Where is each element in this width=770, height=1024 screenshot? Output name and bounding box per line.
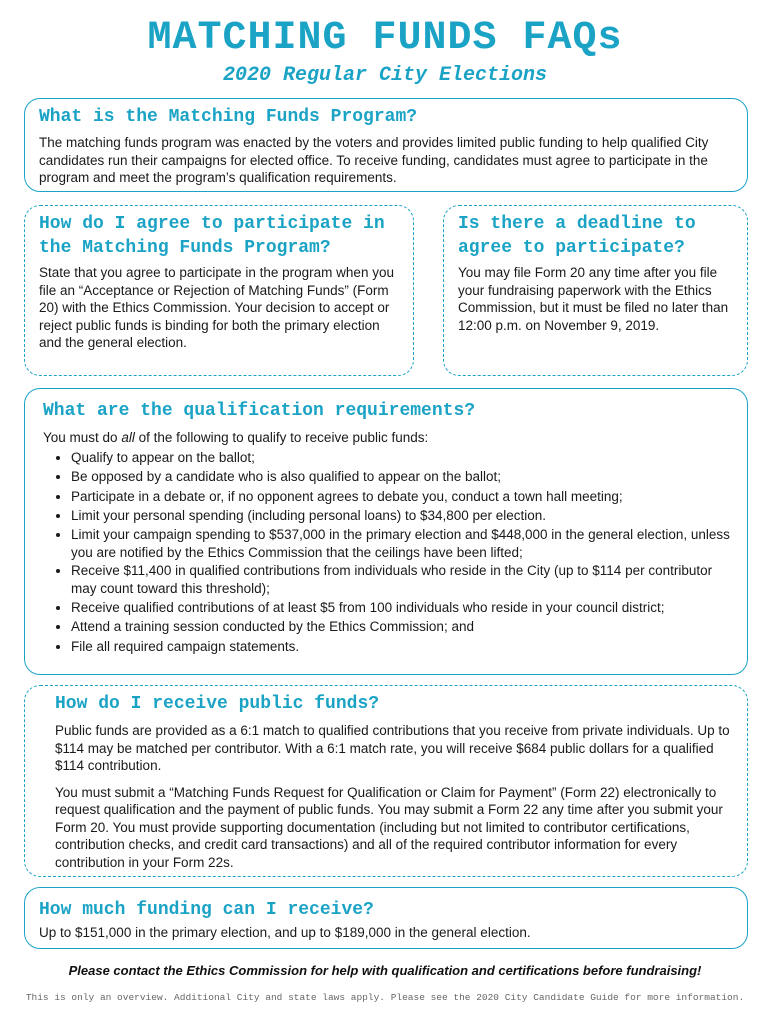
- list-item: • File all required campaign statements.: [71, 637, 739, 657]
- list-item: • Receive $11,400 in qualified contributions from individuals who reside in the City (up to $114 per contributor may count toward this threshold);: [71, 562, 739, 598]
- section-deadline: [443, 205, 748, 376]
- section-heading: What are the qualification requirements?: [43, 401, 476, 421]
- intro-emphasis: all: [121, 430, 135, 445]
- section-body: You may file Form 20 any time after you file your fundraising paperwork with the Ethics Commission, but it must be filed no later than 12:00 p.m. on November 9, 2019.: [458, 265, 729, 333]
- requirements-list: [43, 448, 739, 657]
- requirements-intro: [43, 429, 739, 447]
- section-body: State that you agree to participate in the program when you file an “Acceptance or Rejection of Matching Funds” (Form 20) with the Ethics Commission. Your decision to accept or reject public funds is binding for both the primary election and the general election.: [39, 265, 394, 350]
- list-item: • Limit your campaign spending to $537,000 in the primary election and $448,000 in the general election, unless you are notified by the Ethics Commission that the ceilings have been lifted;: [71, 526, 739, 562]
- section-receive-public-funds: [24, 685, 748, 877]
- section-what-is-program: [24, 98, 748, 192]
- section-heading-line1: Is there a deadline to: [458, 214, 696, 234]
- list-item: • Participate in a debate or, if no opponent agrees to debate you, conduct a town hall meeting;: [71, 487, 739, 507]
- section-paragraph-1: Public funds are provided as a 6:1 match to qualified contributions that you receive from private individuals. Up to $114 may be matched per contributor. With a 6:1 match rate, you will receive $684 public dollars for a qualified $114 contribution.: [55, 723, 730, 773]
- list-item: • Limit your personal spending (including personal loans) to $34,800 per election.: [71, 506, 739, 526]
- section-funding-amount: [24, 887, 748, 949]
- section-body: Up to $151,000 in the primary election, and up to $189,000 in the general election.: [39, 925, 531, 940]
- section-how-to-agree: [24, 205, 414, 376]
- section-body: The matching funds program was enacted by the voters and provides limited public funding to help qualified City candidates run their campaigns for elected office. To receive funding, candidates must agree to participate in the program and meet the program’s qualification requirements.: [39, 135, 709, 185]
- section-paragraph-2: You must submit a “Matching Funds Request for Qualification or Claim for Payment” (Form 22) electronically to request qualification and the payment of public funds. You may submit a Form 22 any time after you submit your Form 20. You must provide supporting documentation (including but not limited to contributor certifications, contribution checks, and credit card transactions) and all of the required contributor information for every contribution in your Form 22s.: [55, 784, 723, 870]
- list-item: • Receive qualified contributions of at least $5 from 100 individuals who reside in your council district;: [71, 598, 739, 618]
- section-qualification-requirements: [24, 388, 748, 675]
- page-subtitle: 2020 Regular City Elections: [222, 64, 548, 87]
- list-item: • Qualify to appear on the ballot;: [71, 448, 739, 468]
- intro-before: You must do: [43, 430, 122, 445]
- contact-note: Please contact the Ethics Commission for help with qualification and certifications before fundraising!: [68, 963, 702, 978]
- section-heading-line2: agree to participate?: [458, 238, 685, 258]
- list-item: • Attend a training session conducted by the Ethics Commission; and: [71, 617, 739, 637]
- section-heading: How much funding can I receive?: [39, 900, 374, 920]
- section-heading: What is the Matching Funds Program?: [39, 107, 418, 127]
- footer-disclaimer: This is only an overview. Additional City and state laws apply. Please see the 2020 City Candidate Guide for more information.: [25, 992, 745, 1003]
- list-item: • Be opposed by a candidate who is also qualified to appear on the ballot;: [71, 467, 739, 487]
- intro-after: of the following to qualify to receive public funds:: [134, 430, 429, 445]
- section-heading-line1: How do I agree to participate in: [39, 214, 385, 234]
- page-title: MATCHING FUNDS FAQs: [147, 16, 623, 61]
- section-heading-line2: the Matching Funds Program?: [39, 238, 331, 258]
- section-heading: How do I receive public funds?: [55, 694, 380, 714]
